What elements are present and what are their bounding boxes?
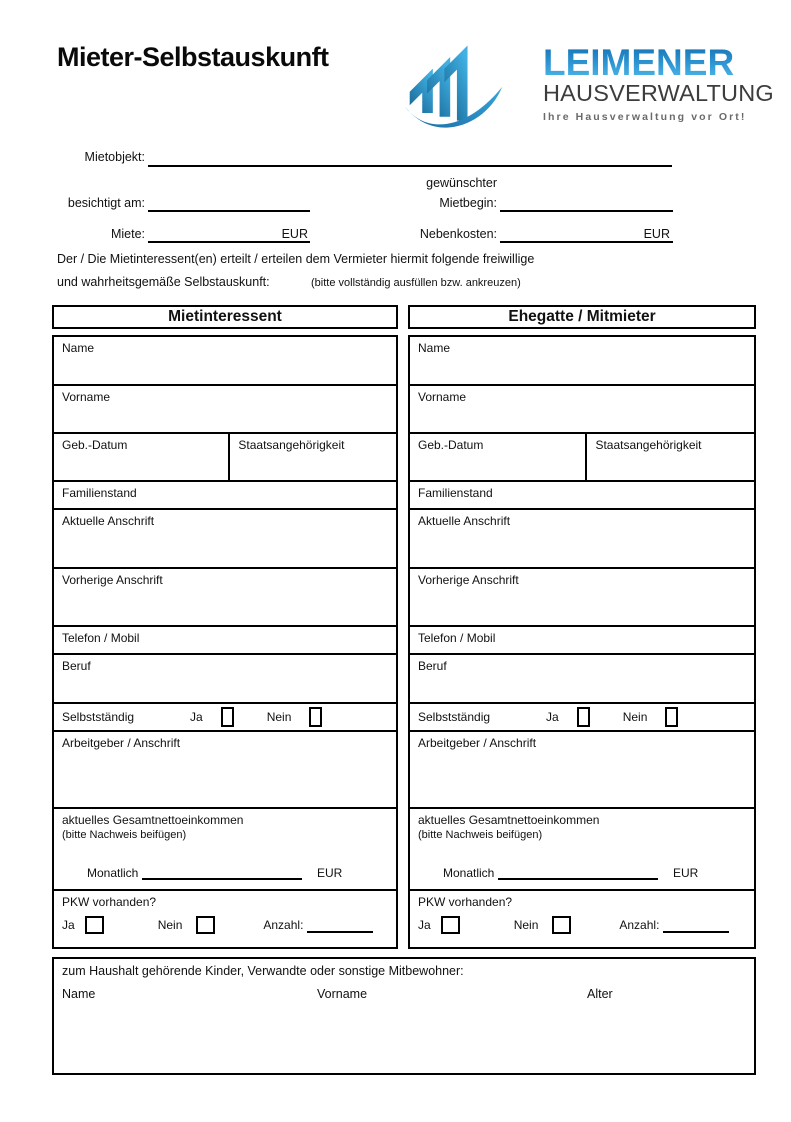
besichtigt-am-field[interactable] (148, 210, 310, 212)
intro-note: (bitte vollständig ausfüllen bzw. ankreuzen) (311, 277, 521, 289)
mi-selbststaendig-ja-checkbox[interactable] (221, 707, 234, 727)
mi-anzahl-label: Anzahl: (263, 918, 304, 932)
mi-telefon-label: Telefon / Mobil (62, 631, 140, 645)
em-einkommen-label1: aktuelles Gesamtnettoeinkommen (418, 813, 600, 827)
em-arbeitgeber-label: Arbeitgeber / Anschrift (418, 736, 537, 750)
mi-pkw-ja-checkbox[interactable] (85, 916, 104, 934)
em-nein-label: Nein (622, 710, 648, 724)
brand-tagline: Ihre Hausverwaltung vor Ort! (543, 110, 747, 123)
em-arbeitgeber-cell[interactable] (408, 730, 756, 809)
mi-name-cell[interactable] (52, 335, 398, 386)
em-familienstand-label: Familienstand (418, 486, 493, 500)
mi-geb-staats-row (52, 432, 398, 482)
mi-pkw-ja-label: Ja (62, 918, 75, 932)
besichtigt-am-label: besichtigt am: (67, 196, 145, 210)
mietbegin-field[interactable] (500, 210, 673, 212)
column-header-mietinteressent: Mietinteressent (52, 305, 398, 329)
mi-pkw-nein-label: Nein (157, 918, 183, 932)
nebenkosten-field[interactable] (500, 241, 673, 243)
mi-selbststaendig-row (52, 702, 398, 732)
em-pkw-nein-label: Nein (513, 918, 539, 932)
mi-beruf-label: Beruf (62, 659, 91, 673)
em-pkw-row (408, 889, 756, 949)
em-ja-label: Ja (546, 710, 559, 724)
mi-selbststaendig-label: Selbstständig (62, 710, 135, 724)
mi-anzahl-field[interactable] (307, 917, 373, 933)
column-mietinteressent (52, 305, 398, 949)
mi-aktuelle-anschrift-cell[interactable] (52, 508, 398, 569)
mi-pkw-row (52, 889, 398, 949)
column-ehegatte (408, 305, 756, 949)
em-telefon-label: Telefon / Mobil (418, 631, 496, 645)
em-einkommen-label2: (bitte Nachweis beifügen) (418, 829, 543, 841)
em-staats-cell[interactable] (585, 434, 754, 480)
mi-monatlich-field[interactable] (142, 864, 302, 880)
miete-field[interactable] (148, 241, 310, 243)
mietbegin-label-line2: Mietbegin: (439, 196, 497, 210)
mi-telefon-cell[interactable] (52, 625, 398, 655)
mietbegin-label-line1: gewünschter (426, 176, 497, 190)
mi-beruf-cell[interactable] (52, 653, 398, 704)
mi-vorname-label: Vorname (62, 390, 111, 404)
em-gebdatum-cell[interactable] (410, 434, 585, 480)
em-aktuelle-anschrift-cell[interactable] (408, 508, 756, 569)
mi-staats-label: Staatsangehörigkeit (238, 438, 345, 452)
mi-einkommen-cell[interactable] (52, 807, 398, 891)
mi-einkommen-label2: (bitte Nachweis beifügen) (62, 829, 187, 841)
mi-ja-label: Ja (190, 710, 203, 724)
em-name-cell[interactable] (408, 335, 756, 386)
intro-line2: und wahrheitsgemäße Selbstauskunft: (57, 275, 270, 289)
page-title: Mieter-Selbstauskunft (57, 42, 329, 72)
em-telefon-cell[interactable] (408, 625, 756, 655)
em-familienstand-cell[interactable] (408, 480, 756, 510)
em-beruf-label: Beruf (418, 659, 447, 673)
household-col-alter: Alter (587, 987, 613, 1001)
household-box[interactable] (52, 957, 756, 1075)
mi-vorname-cell[interactable] (52, 384, 398, 434)
company-logo-icon (402, 32, 508, 138)
em-beruf-cell[interactable] (408, 653, 756, 704)
em-geb-staats-row (408, 432, 756, 482)
em-monatlich-field[interactable] (498, 864, 658, 880)
em-selbststaendig-label: Selbstständig (418, 710, 491, 724)
em-selbststaendig-ja-checkbox[interactable] (577, 707, 590, 727)
em-name-label: Name (418, 341, 451, 355)
mi-gebdatum-cell[interactable] (54, 434, 228, 480)
em-vorherige-anschrift-label: Vorherige Anschrift (418, 573, 519, 587)
mi-vorherige-anschrift-label: Vorherige Anschrift (62, 573, 163, 587)
mi-familienstand-cell[interactable] (52, 480, 398, 510)
nebenkosten-label: Nebenkosten: (419, 227, 497, 241)
mietobjekt-field[interactable] (148, 165, 672, 167)
household-col-name: Name (62, 987, 96, 1001)
em-einkommen-cell[interactable] (408, 807, 756, 891)
mi-vorherige-anschrift-cell[interactable] (52, 567, 398, 627)
em-gebdatum-label: Geb.-Datum (418, 438, 484, 452)
em-vorname-cell[interactable] (408, 384, 756, 434)
mi-einkommen-label1: aktuelles Gesamtnettoeinkommen (62, 813, 244, 827)
mi-arbeitgeber-cell[interactable] (52, 730, 398, 809)
em-pkw-label: PKW vorhanden? (418, 895, 513, 909)
em-pkw-ja-label: Ja (418, 918, 431, 932)
mietobjekt-label: Mietobjekt: (84, 150, 145, 164)
mi-nein-label: Nein (266, 710, 292, 724)
mi-pkw-label: PKW vorhanden? (62, 895, 157, 909)
em-selbststaendig-nein-checkbox[interactable] (665, 707, 678, 727)
em-monatlich-eur-label: EUR (673, 866, 699, 880)
em-monatlich-label: Monatlich (443, 866, 495, 880)
mi-familienstand-label: Familienstand (62, 486, 137, 500)
mi-arbeitgeber-label: Arbeitgeber / Anschrift (62, 736, 181, 750)
mi-aktuelle-anschrift-label: Aktuelle Anschrift (62, 514, 155, 528)
household-col-vorname: Vorname (317, 987, 368, 1001)
household-title: zum Haushalt gehörende Kinder, Verwandte oder sonstige Mitbewohner: (62, 964, 464, 978)
em-vorherige-anschrift-cell[interactable] (408, 567, 756, 627)
em-pkw-ja-checkbox[interactable] (441, 916, 460, 934)
em-staats-label: Staatsangehörigkeit (595, 438, 702, 452)
em-vorname-label: Vorname (418, 390, 467, 404)
mi-selbststaendig-nein-checkbox[interactable] (309, 707, 322, 727)
mi-gebdatum-label: Geb.-Datum (62, 438, 128, 452)
em-pkw-nein-checkbox[interactable] (552, 916, 571, 934)
company-logo-text (543, 42, 774, 123)
mi-monatlich-eur-label: EUR (317, 866, 343, 880)
nebenkosten-eur-label: EUR (643, 227, 670, 241)
mi-staats-cell[interactable] (228, 434, 396, 480)
em-anzahl-label: Anzahl: (619, 918, 660, 932)
miete-eur-label: EUR (281, 227, 308, 241)
brand-subname: HAUSVERWALTUNG (543, 80, 774, 106)
brand-name: LEIMENER (543, 44, 759, 81)
intro-line1: Der / Die Mietinteressent(en) erteilt / erteilen dem Vermieter hiermit folgende freiwillige (57, 252, 535, 266)
mi-name-label: Name (62, 341, 95, 355)
em-selbststaendig-row (408, 702, 756, 732)
mi-pkw-nein-checkbox[interactable] (196, 916, 215, 934)
em-aktuelle-anschrift-label: Aktuelle Anschrift (418, 514, 511, 528)
column-header-ehegatte: Ehegatte / Mitmieter (408, 305, 756, 329)
em-anzahl-field[interactable] (663, 917, 729, 933)
mi-monatlich-label: Monatlich (87, 866, 139, 880)
miete-label: Miete: (110, 227, 145, 241)
